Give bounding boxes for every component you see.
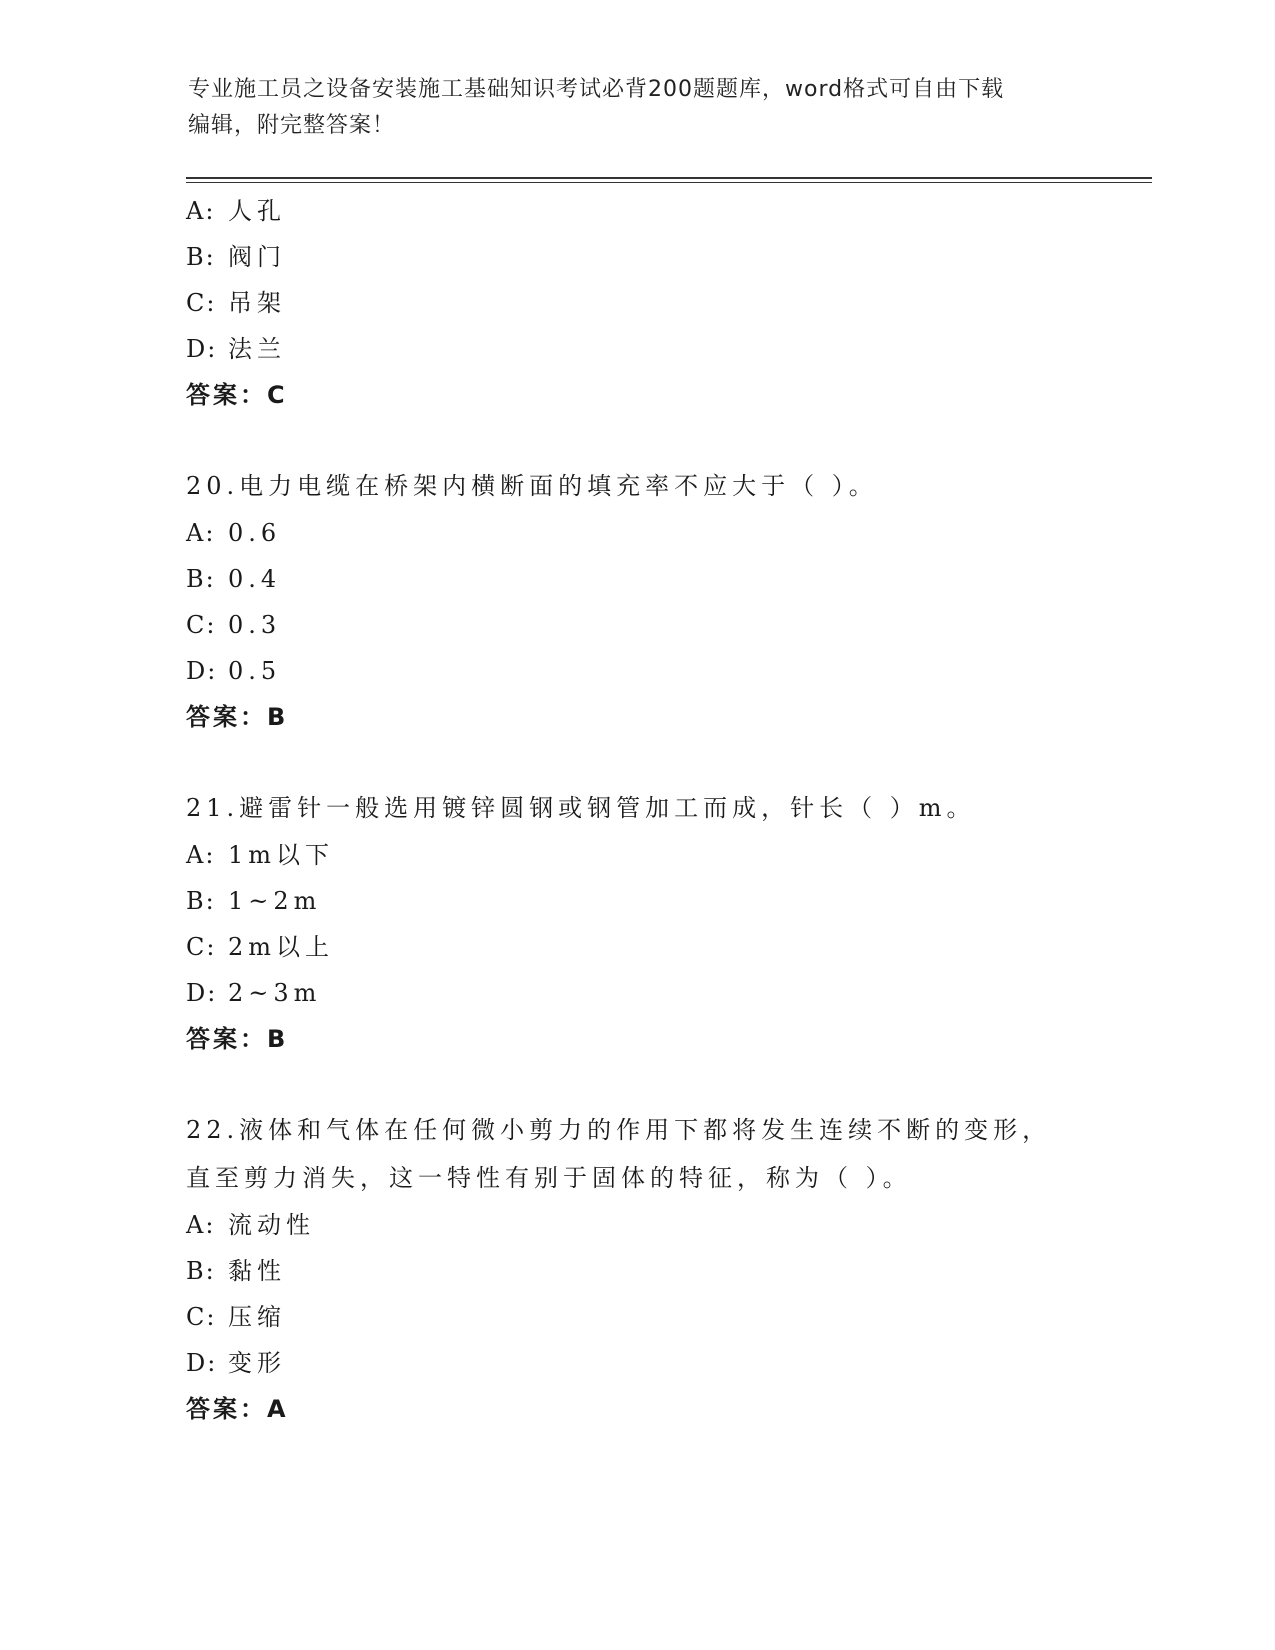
question-block <box>186 188 1086 418</box>
option-c: C: 2m以上 <box>186 933 335 961</box>
header-divider <box>186 177 1152 179</box>
answer-text: 答案：C <box>186 381 288 409</box>
option-b: B: 1~2m <box>186 887 322 915</box>
answer-text: 答案：A <box>186 1395 289 1423</box>
option-a: A: 流动性 <box>186 1211 315 1239</box>
question-block <box>186 784 1086 1062</box>
header-divider-thin <box>186 182 1152 183</box>
option-d: D: 变形 <box>186 1349 286 1377</box>
option-c: C: 压缩 <box>186 1303 286 1331</box>
option-c: C: 0.3 <box>186 611 282 639</box>
option-c: C: 吊架 <box>186 289 286 317</box>
option-b: B: 0.4 <box>186 565 282 593</box>
question-list <box>186 188 1086 1432</box>
header-line-2: 编辑，附完整答案！ <box>188 113 396 138</box>
question-block <box>186 1106 1086 1432</box>
answer-text: 答案：B <box>186 1025 289 1053</box>
header-line-1: 专业施工员之设备安装施工基础知识考试必背200题题库，word格式可自由下载 <box>188 77 1005 102</box>
option-d: D: 0.5 <box>186 657 282 685</box>
question-block <box>186 462 1086 740</box>
question-text: 22.液体和气体在任何微小剪力的作用下都将发生连续不断的变形，直至剪力消失，这一特性有别于固体的特征，称为（ ）。 <box>186 1116 1052 1192</box>
option-b: B: 阀门 <box>186 243 286 271</box>
option-a: A: 1m以下 <box>186 841 335 869</box>
question-text: 21.避雷针一般选用镀锌圆钢或钢管加工而成，针长（ ）m。 <box>186 794 976 822</box>
option-d: D: 2~3m <box>186 979 322 1007</box>
option-b: B: 黏性 <box>186 1257 286 1285</box>
option-d: D: 法兰 <box>186 335 286 363</box>
option-a: A: 0.6 <box>186 519 282 547</box>
answer-text: 答案：B <box>186 703 289 731</box>
option-a: A: 人孔 <box>186 197 286 225</box>
question-text: 20.电力电缆在桥架内横断面的填充率不应大于（ ）。 <box>186 472 878 500</box>
document-header <box>188 72 1088 144</box>
